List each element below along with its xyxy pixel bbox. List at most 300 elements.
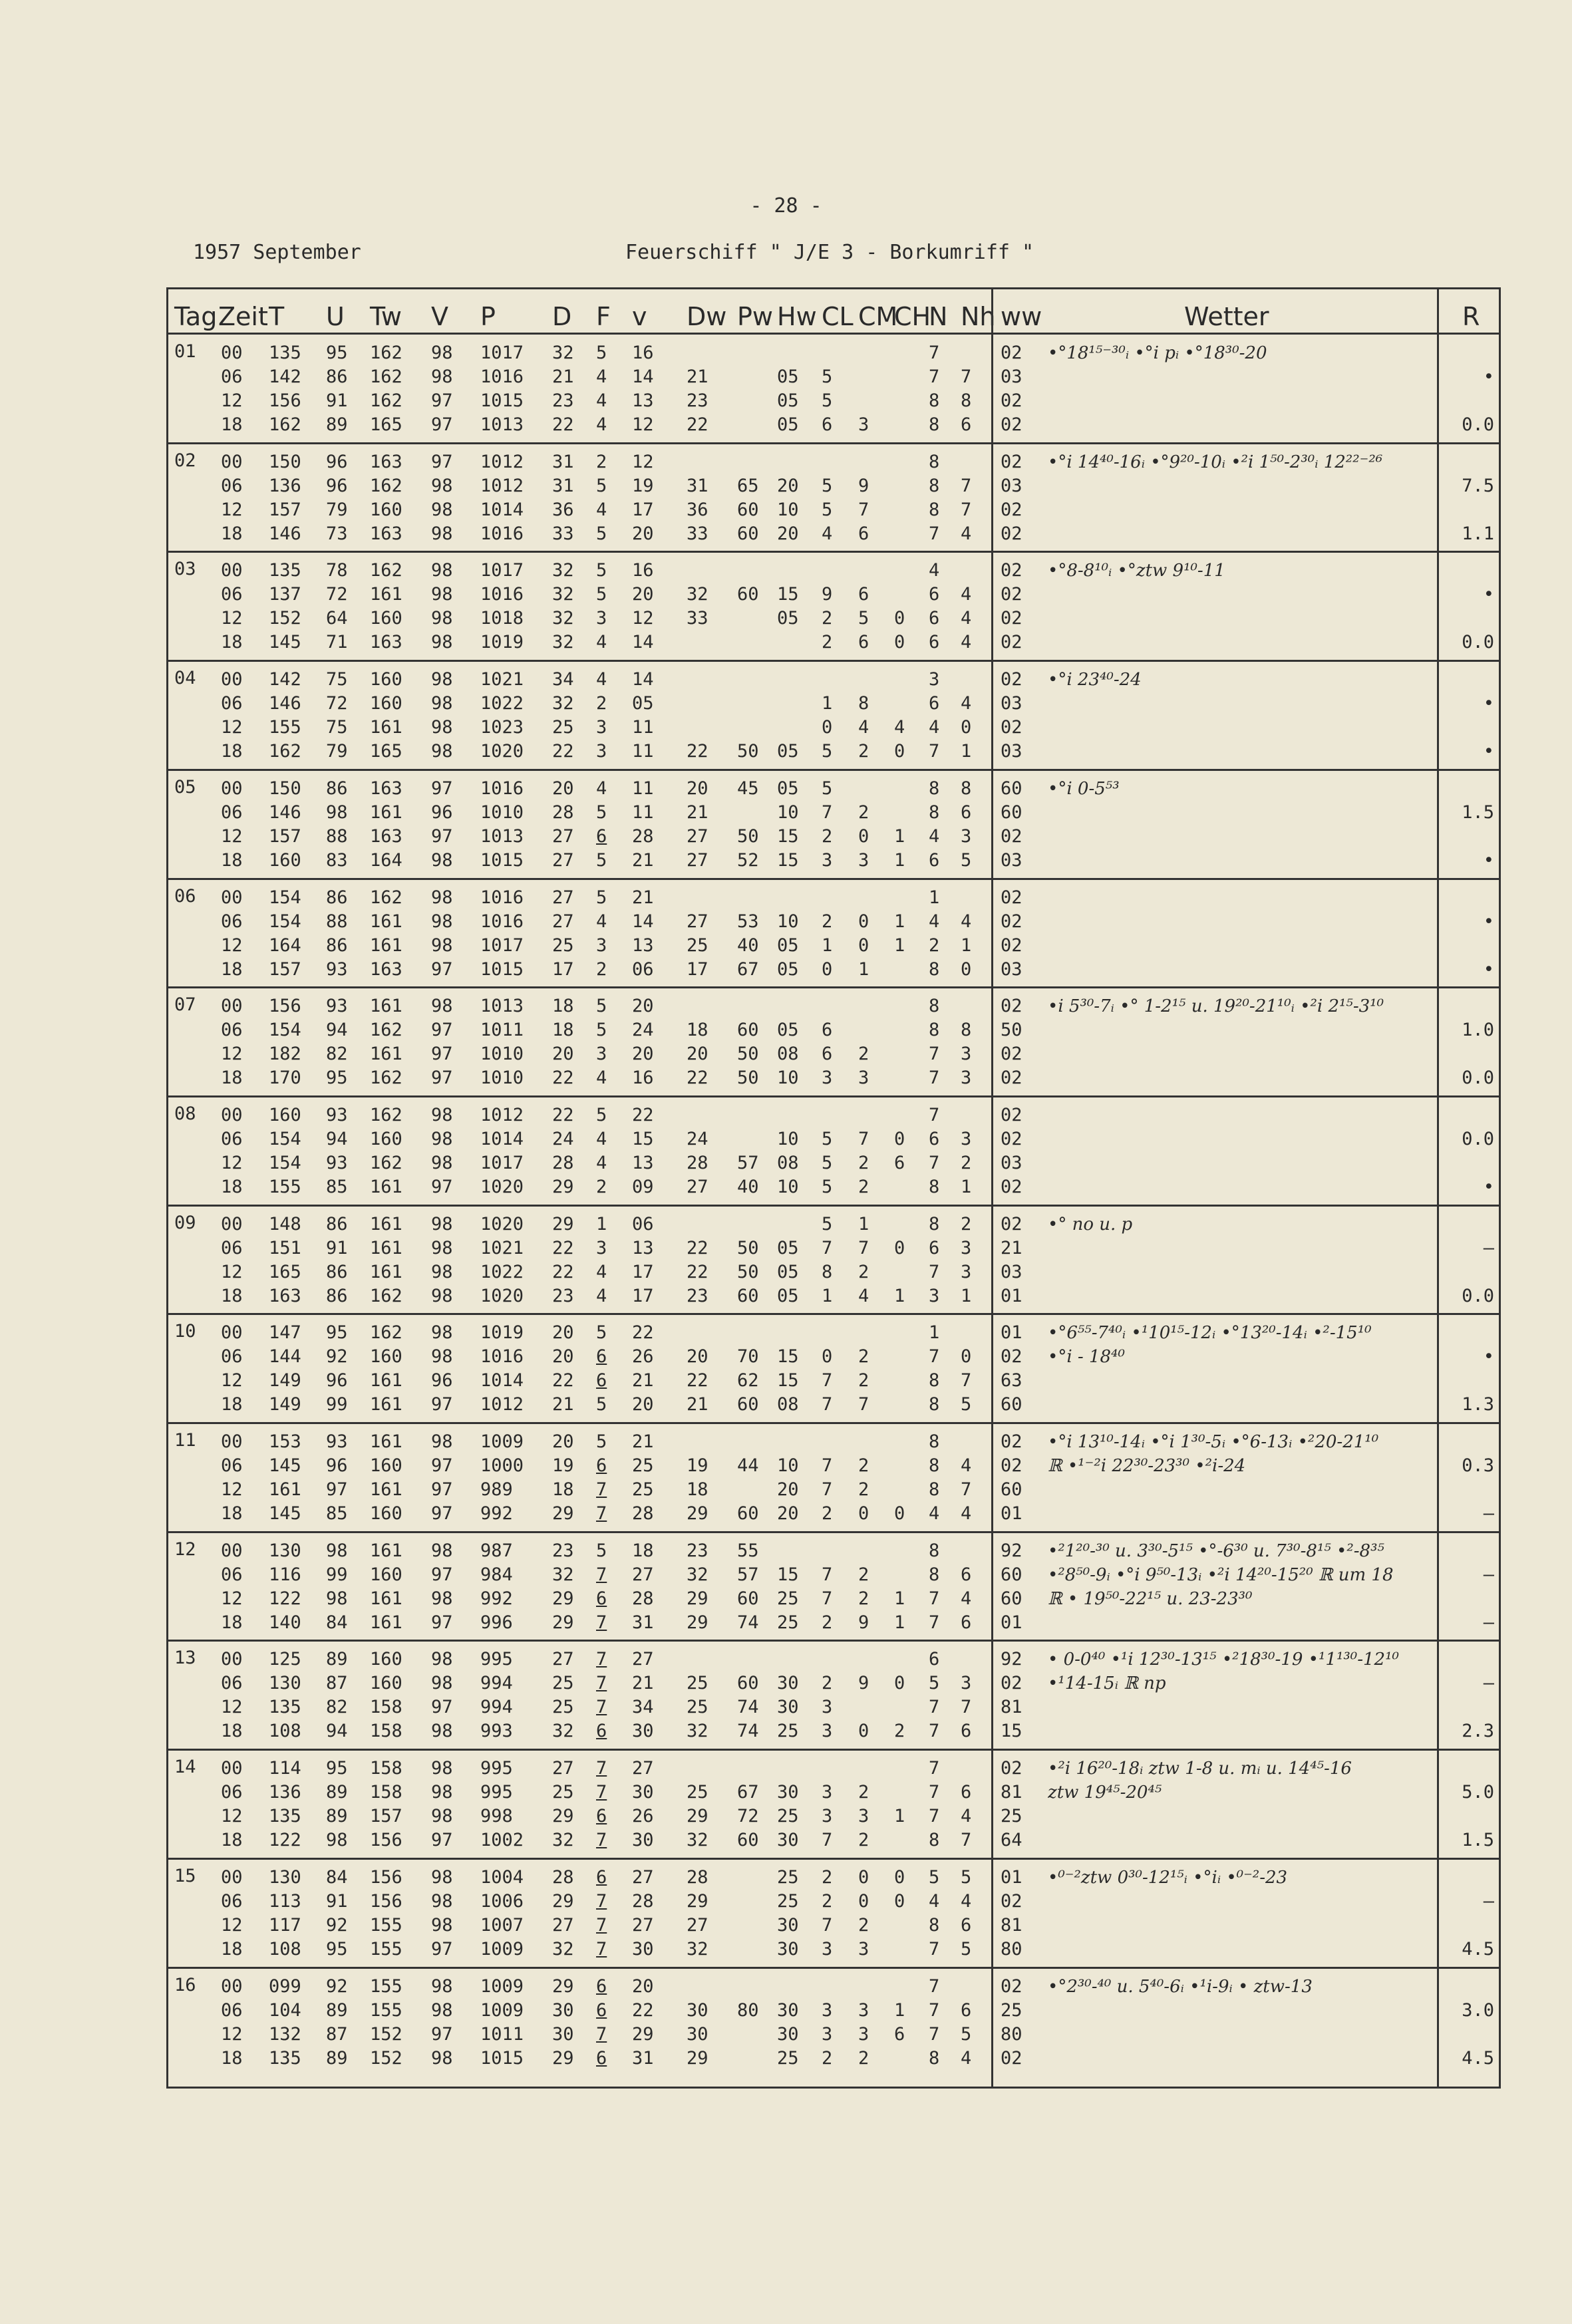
day-number: 04 [174,668,196,689]
cell-v: 98 [431,1806,453,1827]
cell-hw: 05 [777,390,799,411]
cell-ch: 1 [894,1588,905,1609]
cell-tw: 156 [370,1830,402,1851]
precipitation-value: – [1483,1564,1494,1585]
column-header: Tag [174,302,218,331]
cell-f: 7 [596,1758,607,1779]
cell-dw: 20 [687,778,708,799]
cell-u: 91 [326,390,348,411]
cell-d: 18 [552,1020,574,1041]
cell-u: 89 [326,1649,348,1670]
cell-f: 7 [596,1564,607,1585]
day-number: 10 [174,1321,196,1342]
cell-tw: 155 [370,1938,402,1960]
cell-n: 8 [929,1540,940,1561]
cell-n: 7 [929,1721,940,1742]
cell-cl: 1 [822,935,833,956]
cell-p: 1015 [480,390,524,411]
cell-cl: 7 [822,1914,833,1936]
day-number: 14 [174,1757,196,1778]
cell-u: 73 [326,523,348,544]
cell-dw: 29 [687,1890,708,1912]
cell-f: 5 [596,887,607,908]
cell-u: 94 [326,1721,348,1742]
cell-ch: 0 [894,1673,905,1694]
day-separator [166,769,1501,771]
cell-v: 98 [431,1431,453,1452]
cell-v: 98 [431,608,453,629]
cell-f: 6 [596,1975,607,1997]
day-number: 01 [174,341,196,362]
cell-ww: 03 [1001,693,1022,714]
cell-v: 98 [431,1213,453,1235]
cell-v: 97 [431,1176,453,1197]
cell-v: 98 [431,523,453,544]
cell-t: 164 [269,935,301,956]
cell-p: 1019 [480,632,524,653]
cell-t: 157 [269,499,301,520]
cell-nh: 8 [961,390,972,411]
cell-d: 23 [552,1285,574,1306]
cell-f: 6 [596,1588,607,1609]
cell-v: 05 [632,693,654,714]
cell-d: 18 [552,1479,574,1500]
cell-cm: 0 [858,1890,869,1912]
precipitation-value: 1.1 [1462,523,1494,544]
cell-cm: 0 [858,825,869,847]
cell-v: 98 [431,1540,453,1561]
cell-t: 130 [269,1673,301,1694]
cell-cm: 4 [858,717,869,738]
cell-f: 6 [596,825,607,847]
cell-tw: 161 [370,1044,402,1065]
cell-nh: 4 [961,1455,972,1476]
cell-ww: 21 [1001,1237,1022,1258]
cell-dw: 21 [687,801,708,823]
cell-nh: 4 [961,608,972,629]
cell-f: 4 [596,911,607,932]
cell-v: 12 [632,451,654,472]
time-cell: 18 [221,523,243,544]
cell-t: 162 [269,414,301,435]
cell-t: 147 [269,1322,301,1344]
cell-pw: 50 [737,1237,759,1258]
cell-cl: 5 [822,1128,833,1149]
cell-ww: 02 [1001,1975,1022,1997]
cell-d: 25 [552,1673,574,1694]
cell-cl: 5 [822,778,833,799]
time-cell: 12 [221,1806,243,1827]
cell-ch: 0 [894,608,905,629]
cell-dw: 29 [687,1503,708,1524]
cell-n: 2 [929,935,940,956]
cell-cl: 5 [822,499,833,520]
cell-f: 5 [596,1322,607,1344]
cell-f: 3 [596,1237,607,1258]
cell-tw: 160 [370,1128,402,1149]
cell-cm: 1 [858,958,869,980]
cell-u: 93 [326,1152,348,1173]
cell-f: 3 [596,741,607,762]
weather-note: •°i 23⁴⁰-24 [1048,670,1142,690]
cell-d: 22 [552,1104,574,1125]
cell-p: 1023 [480,717,524,738]
cell-ww: 02 [1001,390,1022,411]
cell-f: 7 [596,1697,607,1718]
cell-ch: 1 [894,1285,905,1306]
cell-d: 32 [552,343,574,363]
weather-note: •°18¹⁵⁻³⁰ᵢ •°i pᵢ •°18³⁰-20 [1048,343,1267,363]
cell-v: 28 [632,1890,654,1912]
cell-dw: 25 [687,1782,708,1803]
cell-cl: 2 [822,911,833,932]
cell-nh: 3 [961,1261,972,1282]
weather-note: •²8⁵⁰-9ᵢ •°i 9⁵⁰-13ᵢ •²i 14²⁰-15²⁰ ℝ um 18 [1048,1564,1394,1585]
cell-p: 1013 [480,996,524,1017]
cell-cl: 2 [822,1890,833,1912]
cell-nh: 1 [961,1176,972,1197]
cell-d: 22 [552,1261,574,1282]
cell-f: 7 [596,1830,607,1851]
cell-tw: 162 [370,1020,402,1041]
cell-d: 25 [552,1697,574,1718]
cell-cm: 2 [858,1261,869,1282]
time-cell: 12 [221,1588,243,1609]
cell-pw: 60 [737,584,759,605]
cell-v: 16 [632,1068,654,1089]
cell-v: 12 [632,414,654,435]
cell-hw: 30 [777,1914,799,1936]
cell-v: 20 [632,584,654,605]
cell-dw: 32 [687,1830,708,1851]
cell-hw: 05 [777,608,799,629]
cell-ww: 03 [1001,741,1022,762]
cell-t: 114 [269,1758,301,1779]
cell-pw: 60 [737,1285,759,1306]
cell-cl: 9 [822,584,833,605]
cell-v: 27 [632,1914,654,1936]
cell-tw: 163 [370,958,402,980]
cell-dw: 22 [687,1068,708,1089]
column-header: Dw [687,302,727,331]
cell-tw: 162 [370,1285,402,1306]
cell-cm: 2 [858,2047,869,2069]
precipitation-value: • [1483,366,1494,387]
time-cell: 00 [221,669,243,690]
cell-nh: 7 [961,475,972,496]
cell-cm: 2 [858,1176,869,1197]
cell-v: 13 [632,390,654,411]
cell-v: 31 [632,1612,654,1633]
cell-ww: 02 [1001,1104,1022,1125]
cell-v: 27 [632,1564,654,1585]
cell-nh: 4 [961,1588,972,1609]
cell-v: 14 [632,669,654,690]
cell-tw: 156 [370,1890,402,1912]
cell-f: 4 [596,366,607,387]
cell-u: 82 [326,1044,348,1065]
cell-p: 1012 [480,475,524,496]
cell-t: 148 [269,1213,301,1235]
cell-p: 1020 [480,1213,524,1235]
cell-v: 98 [431,1890,453,1912]
time-cell: 06 [221,584,243,605]
cell-d: 22 [552,1237,574,1258]
cell-nh: 4 [961,911,972,932]
weather-note: •²1²⁰-³⁰ u. 3³⁰-5¹⁵ •°-6³⁰ u. 7³⁰-8¹⁵ •²-8³⁵ [1048,1540,1384,1561]
cell-pw: 50 [737,1044,759,1065]
cell-f: 3 [596,717,607,738]
cell-n: 8 [929,778,940,799]
cell-ww: 25 [1001,1806,1022,1827]
cell-f: 6 [596,1721,607,1742]
cell-t: 160 [269,1104,301,1125]
cell-ww: 64 [1001,1830,1022,1851]
cell-hw: 10 [777,499,799,520]
cell-ww: 03 [1001,475,1022,496]
cell-dw: 17 [687,958,708,980]
cell-p: 1013 [480,825,524,847]
precipitation-value: • [1483,911,1494,932]
cell-cm: 2 [858,1152,869,1173]
cell-v: 98 [431,741,453,762]
time-cell: 12 [221,608,243,629]
cell-d: 28 [552,1866,574,1888]
cell-d: 30 [552,2023,574,2045]
precipitation-value: 4.5 [1462,1938,1494,1960]
cell-d: 25 [552,1782,574,1803]
precipitation-value: • [1483,693,1494,714]
cell-cm: 3 [858,849,869,871]
cell-ch: 0 [894,741,905,762]
cell-cm: 2 [858,1782,869,1803]
cell-d: 32 [552,693,574,714]
cell-dw: 27 [687,825,708,847]
cell-n: 4 [929,825,940,847]
column-header: Wetter [1184,302,1269,331]
column-header: R [1462,302,1480,331]
cell-pw: 60 [737,1588,759,1609]
cell-t: 104 [269,1999,301,2021]
cell-tw: 162 [370,1104,402,1125]
time-cell: 06 [221,1020,243,1041]
time-cell: 06 [221,1564,243,1585]
cell-ch: 1 [894,1999,905,2021]
cell-v: 19 [632,475,654,496]
cell-n: 7 [929,1152,940,1173]
cell-v: 97 [431,1503,453,1524]
cell-v: 30 [632,1938,654,1960]
precipitation-value: 7.5 [1462,475,1494,496]
cell-tw: 162 [370,390,402,411]
time-cell: 18 [221,849,243,871]
time-cell: 12 [221,1152,243,1173]
time-cell: 06 [221,1673,243,1694]
cell-tw: 165 [370,414,402,435]
cell-tw: 161 [370,1612,402,1633]
cell-u: 87 [326,1673,348,1694]
cell-u: 99 [326,1394,348,1415]
cell-tw: 161 [370,911,402,932]
day-number: 05 [174,776,196,798]
cell-u: 86 [326,1285,348,1306]
cell-u: 99 [326,1564,348,1585]
cell-v: 98 [431,849,453,871]
cell-tw: 158 [370,1758,402,1779]
cell-d: 27 [552,825,574,847]
time-cell: 18 [221,1612,243,1633]
cell-ww: 02 [1001,1431,1022,1452]
cell-v: 20 [632,523,654,544]
cell-hw: 05 [777,741,799,762]
weather-note: •⁰⁻²ztw 0³⁰-12¹⁵ᵢ •°iᵢ •⁰⁻²-23 [1048,1867,1288,1888]
cell-v: 22 [632,1104,654,1125]
cell-u: 86 [326,935,348,956]
cell-t: 122 [269,1830,301,1851]
cell-tw: 160 [370,1455,402,1476]
day-number: 15 [174,1865,196,1886]
cell-tw: 155 [370,1914,402,1936]
time-cell: 00 [221,996,243,1017]
cell-cl: 7 [822,1455,833,1476]
day-separator [166,1967,1501,1969]
cell-tw: 162 [370,1152,402,1173]
cell-t: 161 [269,1479,301,1500]
cell-ww: 02 [1001,1044,1022,1065]
cell-tw: 161 [370,1213,402,1235]
cell-ww: 02 [1001,1128,1022,1149]
cell-tw: 158 [370,1782,402,1803]
precipitation-value: 0.0 [1462,1285,1494,1306]
day-separator [166,1640,1501,1642]
page-number: - 28 - [750,194,822,218]
cell-p: 1021 [480,1237,524,1258]
time-cell: 00 [221,1649,243,1670]
cell-p: 1004 [480,1866,524,1888]
cell-v: 09 [632,1176,654,1197]
cell-t: 108 [269,1938,301,1960]
cell-cl: 5 [822,390,833,411]
cell-nh: 0 [961,958,972,980]
cell-t: 117 [269,1914,301,1936]
cell-pw: 60 [737,1503,759,1524]
cell-ww: 01 [1001,1503,1022,1524]
cell-u: 78 [326,560,348,581]
cell-ww: 02 [1001,414,1022,435]
cell-dw: 32 [687,1938,708,1960]
cell-tw: 160 [370,669,402,690]
cell-tw: 162 [370,343,402,363]
cell-hw: 30 [777,1782,799,1803]
precipitation-value: • [1483,1346,1494,1368]
cell-n: 8 [929,414,940,435]
cell-tw: 161 [370,717,402,738]
cell-p: 1012 [480,451,524,472]
cell-t: 135 [269,1806,301,1827]
time-cell: 00 [221,1431,243,1452]
cell-d: 27 [552,1758,574,1779]
cell-f: 4 [596,778,607,799]
cell-p: 1022 [480,693,524,714]
cell-d: 25 [552,935,574,956]
cell-v: 11 [632,717,654,738]
cell-hw: 30 [777,1697,799,1718]
table-frame [166,287,1501,2089]
cell-n: 7 [929,1068,940,1089]
cell-cm: 7 [858,1394,869,1415]
cell-n: 5 [929,1866,940,1888]
precipitation-value: • [1483,741,1494,762]
time-cell: 18 [221,1394,243,1415]
cell-v: 98 [431,1721,453,1742]
weather-note: •²i 16²⁰-18ᵢ ztw 1-8 u. mᵢ u. 14⁴⁵-16 [1048,1759,1352,1779]
column-header: T [269,302,285,331]
cell-cl: 3 [822,1068,833,1089]
cell-v: 96 [431,1370,453,1391]
cell-p: 1011 [480,2023,524,2045]
cell-p: 1016 [480,584,524,605]
column-divider [1437,287,1439,2089]
cell-p: 995 [480,1782,513,1803]
cell-u: 95 [326,1068,348,1089]
precipitation-value: 4.5 [1462,2047,1494,2069]
cell-u: 93 [326,1104,348,1125]
cell-n: 7 [929,1612,940,1633]
cell-hw: 10 [777,1068,799,1089]
cell-tw: 161 [370,1588,402,1609]
cell-dw: 22 [687,1237,708,1258]
cell-v: 98 [431,1673,453,1694]
cell-p: 1020 [480,1285,524,1306]
cell-v: 26 [632,1806,654,1827]
cell-p: 1020 [480,741,524,762]
cell-v: 98 [431,887,453,908]
time-cell: 00 [221,887,243,908]
cell-p: 987 [480,1540,513,1561]
cell-cm: 2 [858,1370,869,1391]
header-separator [166,333,1501,335]
cell-cl: 6 [822,1020,833,1041]
time-cell: 12 [221,1370,243,1391]
cell-u: 71 [326,632,348,653]
cell-ww: 81 [1001,1914,1022,1936]
cell-ww: 03 [1001,958,1022,980]
cell-u: 95 [326,1322,348,1344]
cell-v: 06 [632,958,654,980]
cell-pw: 62 [737,1370,759,1391]
cell-t: 160 [269,849,301,871]
cell-ww: 80 [1001,2023,1022,2045]
cell-pw: 60 [737,1830,759,1851]
cell-dw: 23 [687,1540,708,1561]
cell-hw: 08 [777,1152,799,1173]
cell-t: 135 [269,560,301,581]
cell-d: 25 [552,717,574,738]
day-number: 08 [174,1103,196,1124]
cell-p: 1016 [480,778,524,799]
cell-t: 122 [269,1588,301,1609]
cell-p: 1015 [480,2047,524,2069]
cell-cm: 2 [858,1588,869,1609]
cell-ch: 1 [894,1806,905,1827]
day-separator [166,1531,1501,1533]
cell-p: 1007 [480,1914,524,1936]
cell-dw: 20 [687,1044,708,1065]
cell-v: 98 [431,1322,453,1344]
cell-n: 6 [929,608,940,629]
cell-n: 8 [929,1394,940,1415]
cell-n: 8 [929,1914,940,1936]
